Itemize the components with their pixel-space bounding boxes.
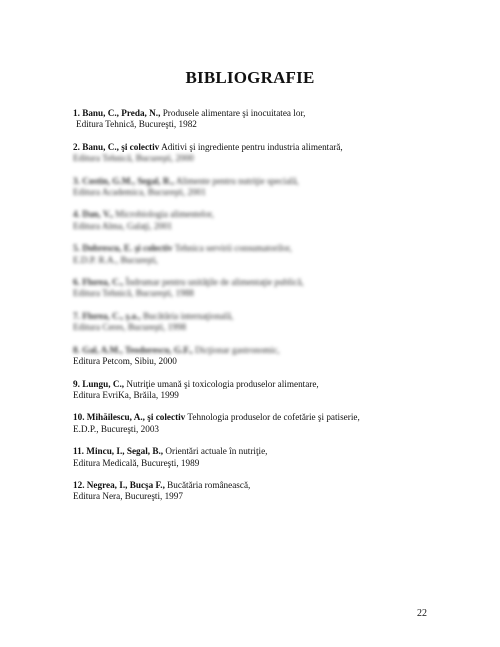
- entry-number: 2.: [73, 141, 80, 152]
- entry-title: Tehnica servirii consumatorilor,: [174, 243, 292, 254]
- entry-line: [73, 243, 292, 253]
- bibliography-entry: [73, 209, 453, 232]
- bibliography-entry: [73, 345, 453, 368]
- entry-authors: Negrea, I., Bucşa F.,: [86, 479, 165, 490]
- entry-authors: Mihăilescu, A., şi colectiv: [86, 412, 186, 423]
- entry-publisher: Editura Tehnică, Bucureşti, 1988: [73, 288, 194, 299]
- bibliography-entry: [73, 176, 453, 199]
- entry-authors: Banu, C., şi colectiv: [82, 141, 160, 152]
- entry-publisher: Editura Medicală, Bucureşti, 1989: [73, 457, 200, 468]
- entry-number: 4.: [73, 209, 80, 220]
- entry-line: [73, 446, 267, 456]
- entry-line: [73, 176, 299, 186]
- entry-authors: Dobrescu, E. şi colectiv: [82, 243, 173, 254]
- entry-publisher: Editura Tehnică, Bucureşti, 1982: [76, 119, 197, 130]
- bibliography-list: [73, 108, 453, 514]
- entry-title: Microbiologia alimentelor,: [115, 209, 214, 220]
- entry-title: Aditivi şi ingrediente pentru industria alimentară,: [161, 141, 343, 152]
- entry-line: [73, 412, 360, 422]
- entry-publisher: Editura Tehnică, Bucureşti, 2000: [73, 153, 194, 164]
- entry-number: 5.: [73, 243, 80, 254]
- entry-authors: Gal, A.M., Teodorescu, G.F.,: [82, 344, 193, 355]
- entry-authors: Mincu, I., Segal, B.,: [86, 446, 164, 457]
- entry-number: 8.: [73, 344, 80, 355]
- bibliography-entry: [73, 412, 453, 435]
- entry-publisher: Editura EvriKa, Brăila, 1999: [73, 389, 179, 400]
- entry-number: 7.: [73, 310, 80, 321]
- entry-title: Tehnologia produselor de cofetărie şi patiserie,: [187, 412, 360, 423]
- entry-publisher: Editura Nera, Bucureşti, 1997: [73, 491, 183, 502]
- entry-title: Bucătăria românească,: [167, 479, 251, 490]
- entry-publisher: Editura Alma, Galaţi, 2001: [73, 220, 173, 231]
- entry-title: Nutriţie umană şi toxicologia produselor alimentare,: [126, 378, 319, 389]
- page-title: BIBLIOGRAFIE: [185, 68, 315, 87]
- entry-number: 12.: [73, 479, 85, 490]
- entry-publisher: Editura Ceres, Bucureşti, 1998: [73, 322, 187, 333]
- entry-number: 1.: [73, 108, 80, 118]
- entry-line: [73, 209, 214, 219]
- entry-publisher: E.D.P., Bucureşti, 2003: [73, 423, 160, 434]
- entry-line: [73, 277, 304, 287]
- entry-number: 11.: [73, 446, 84, 457]
- entry-line: [73, 108, 305, 118]
- entry-publisher: Editura Academica, Bucureşti, 2001: [73, 187, 206, 198]
- bibliography-entry: [73, 379, 453, 402]
- entry-title: Îndrumar pentru unităţile de alimentaţie publică,: [125, 277, 304, 288]
- bibliography-entry: [73, 311, 453, 334]
- bibliography-entry: [73, 108, 453, 131]
- entry-title: Bucătăria internaţională,: [143, 310, 234, 321]
- entry-line: [73, 311, 233, 321]
- entry-number: 3.: [73, 175, 80, 186]
- entry-number: 10.: [73, 412, 85, 423]
- entry-authors: Florea, C.,: [82, 277, 124, 288]
- entry-authors: Dan, V.,: [82, 209, 113, 220]
- entry-title: Produsele alimentare şi inocuitatea lor,: [162, 108, 306, 118]
- entry-authors: Florea, C., ş.a.,: [82, 310, 141, 321]
- entry-number: 6.: [73, 277, 80, 288]
- entry-number: 9.: [73, 378, 80, 389]
- entry-authors: Lungu, C.,: [82, 378, 125, 389]
- entry-line: [73, 142, 343, 152]
- bibliography-entry: [73, 480, 453, 503]
- bibliography-entry: [73, 142, 453, 165]
- entry-authors: Costin, G.M., Segal, R.,: [82, 175, 175, 186]
- entry-line: [73, 480, 250, 490]
- entry-publisher: Editura Petcom, Sibiu, 2000: [73, 356, 177, 367]
- bibliography-entry: [73, 446, 453, 469]
- entry-authors: Banu, C., Preda, N.,: [82, 108, 161, 118]
- entry-line: [73, 379, 319, 389]
- entry-publisher: E.D.P. R.A., Bucureşti,: [73, 254, 158, 265]
- entry-title: Alimente pentru nutriţie specială,: [175, 175, 299, 186]
- page-number: 22: [417, 608, 427, 619]
- entry-title: Dicţionar gastronomic,: [195, 344, 280, 355]
- entry-line: [73, 345, 280, 355]
- bibliography-entry: [73, 243, 453, 266]
- bibliography-entry: [73, 277, 453, 300]
- entry-title: Orientări actuale în nutriţie,: [165, 446, 268, 457]
